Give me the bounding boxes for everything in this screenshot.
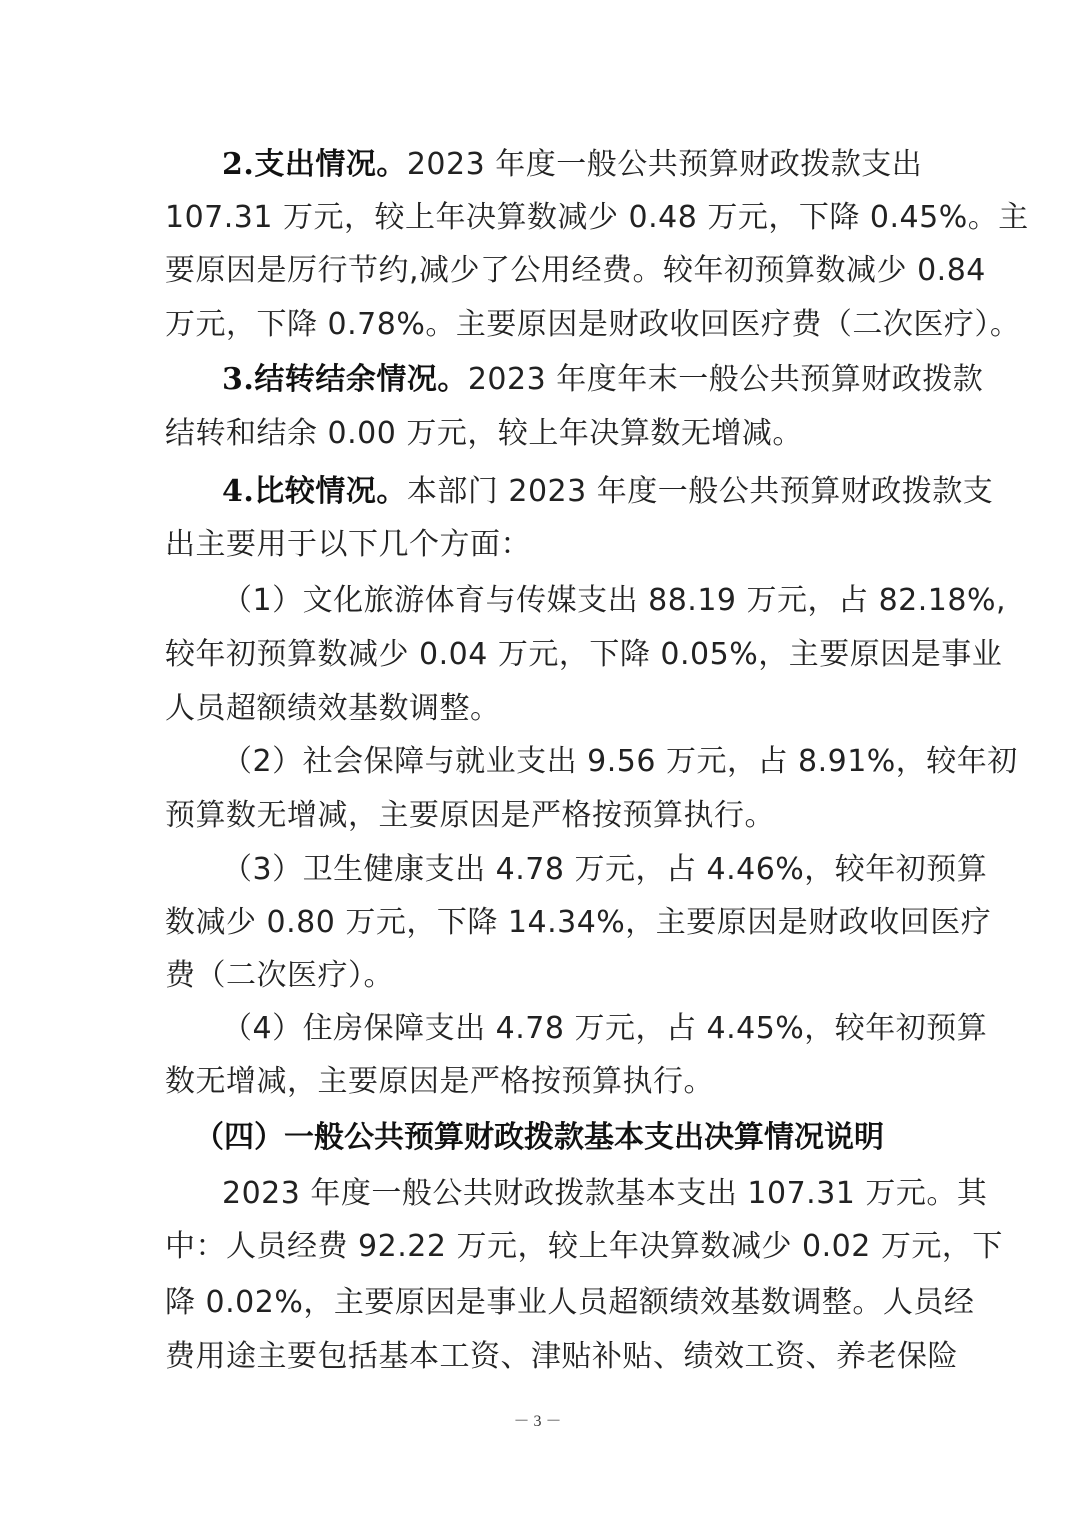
section-2-line-2: 107.31 万元，较上年决算数减少 0.48 万元，下降 0.45%。主	[165, 200, 1029, 235]
item-3-line-2: 数减少 0.80 万元，下降 14.34%，主要原因是财政收回医疗	[165, 905, 992, 940]
section-4-line-2: 出主要用于以下几个方面：	[165, 527, 531, 562]
page-number: － 3 －	[513, 1413, 562, 1430]
section-4-line-1: 4.比较情况。本部门 2023 年度一般公共预算财政拨款支	[222, 474, 994, 509]
section-2-title: 2.支出情况。	[222, 147, 407, 182]
item-1-line-2: 较年初预算数减少 0.04 万元，下降 0.05%，主要原因是事业	[165, 637, 1003, 672]
final-line-2: 中：人员经费 92.22 万元，较上年决算数减少 0.02 万元，下	[165, 1229, 1003, 1264]
item-1-line-3: 人员超额绩效基数调整。	[165, 691, 501, 726]
item-4-line-1: （4）住房保障支出 4.78 万元，占 4.45%，较年初预算	[222, 1011, 988, 1046]
section-4-title: 4.比较情况。	[222, 474, 407, 509]
section-2-line-1: 2.支出情况。2023 年度一般公共预算财政拨款支出	[222, 147, 923, 182]
item-1-line-1: （1）文化旅游体育与传媒支出 88.19 万元，占 82.18%,	[222, 583, 1007, 618]
final-line-3: 降 0.02%，主要原因是事业人员超额绩效基数调整。人员经	[165, 1285, 975, 1320]
section-3-line-2: 结转和结余 0.00 万元，较上年决算数无增减。	[165, 416, 803, 451]
section-2-line-3: 要原因是厉行节约,减少了公用经费。较年初预算数减少 0.84	[165, 253, 986, 288]
section-3-line-1: 3.结转结余情况。2023 年度年末一般公共预算财政拨款	[222, 362, 984, 397]
section-3-title: 3.结转结余情况。	[222, 362, 468, 397]
section-heading-4: （四）一般公共预算财政拨款基本支出决算情况说明	[194, 1120, 884, 1155]
final-line-4: 费用途主要包括基本工资、津贴补贴、绩效工资、养老保险	[165, 1339, 958, 1374]
item-2-line-1: （2）社会保障与就业支出 9.56 万元，占 8.91%，较年初	[222, 744, 1018, 779]
item-4-line-2: 数无增减，主要原因是严格按预算执行。	[165, 1064, 714, 1099]
item-2-line-2: 预算数无增减，主要原因是严格按预算执行。	[165, 798, 775, 833]
final-line-1: 2023 年度一般公共财政拨款基本支出 107.31 万元。其	[222, 1176, 988, 1211]
section-2-line-4: 万元，下降 0.78%。主要原因是财政收回医疗费（二次医疗）。	[165, 307, 1021, 342]
item-3-line-3: 费（二次医疗）。	[165, 958, 394, 993]
item-3-line-1: （3）卫生健康支出 4.78 万元，占 4.46%，较年初预算	[222, 852, 988, 887]
